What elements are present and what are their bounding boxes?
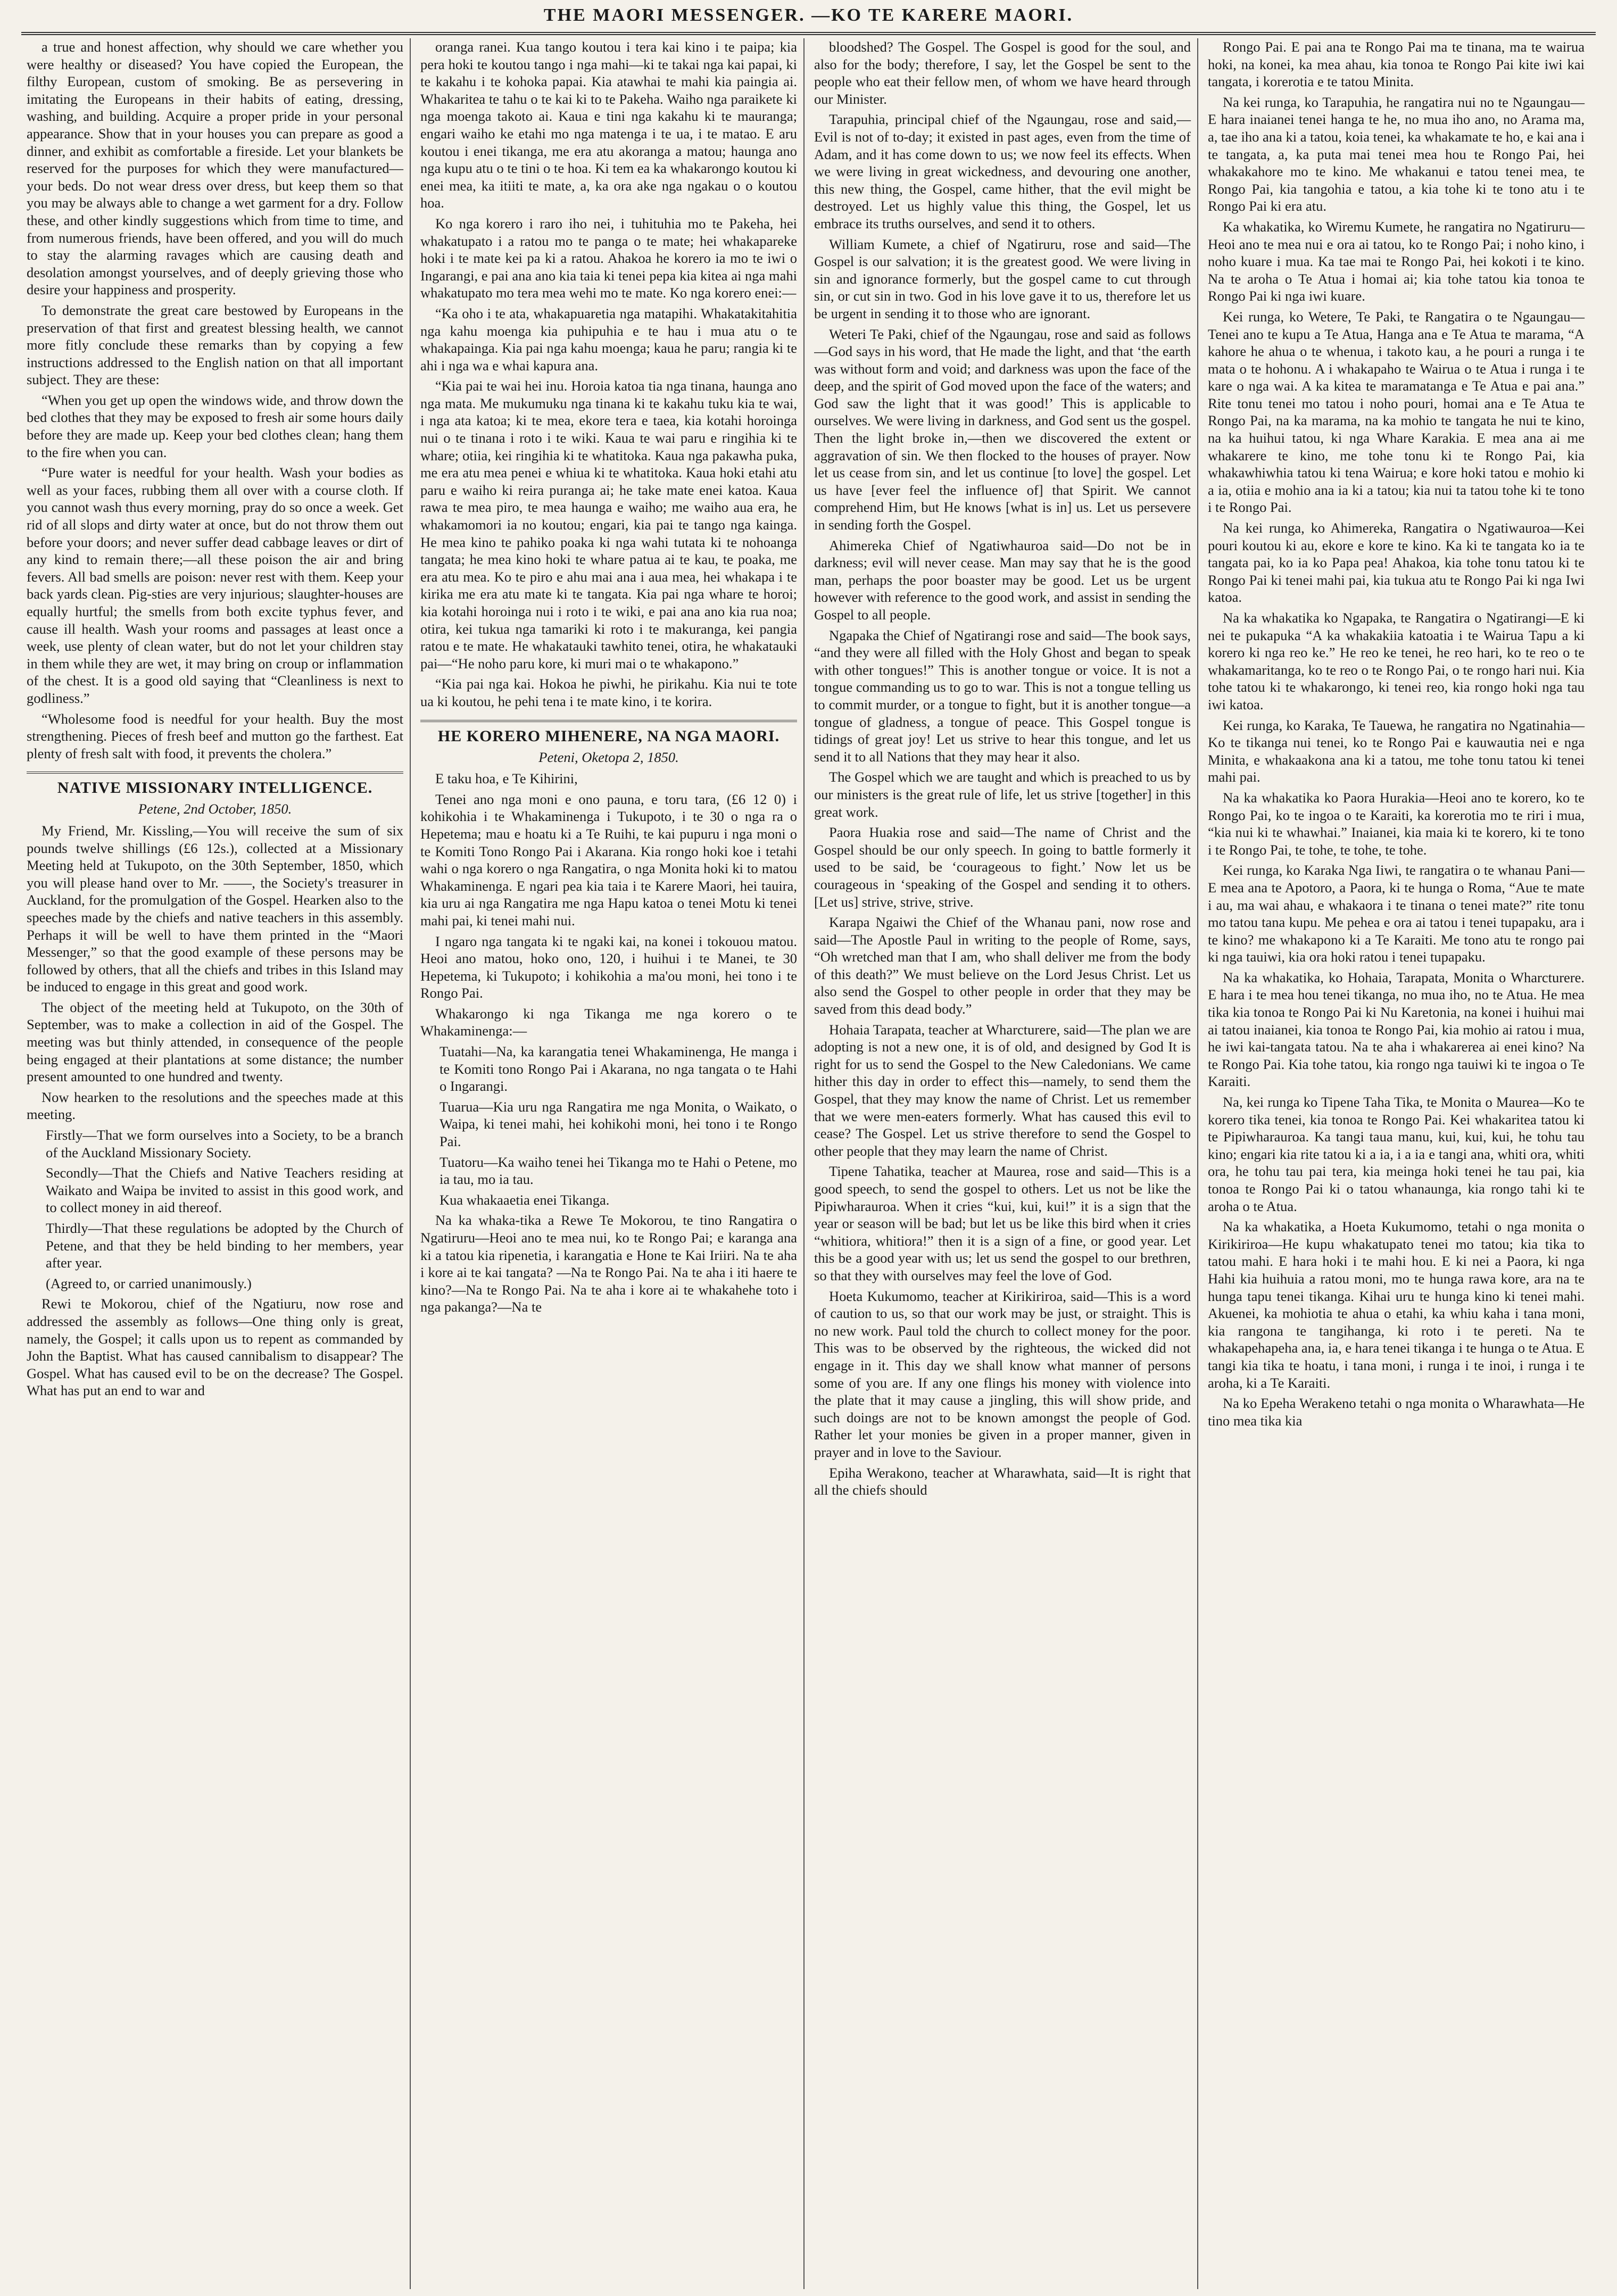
paragraph: Hohaia Tarapata, teacher at Wharcturere, said—The plan we are adopting is not a new one, it is of old, and designed by God It is right for us to send the Gospel to the New Caledonians. We came hither this day in order to effect this—namely, to send them the Gospel, that they may know the name of Christ. Let us remember that we were men-eaters formerly. What has caused this evil to cease? The Gospel. Let us strive therefore to send the Gospel to other people that they may learn the name of Christ.	[814, 1021, 1191, 1159]
paragraph: Tarapuhia, principal chief of the Ngaungau, rose and said,—Evil is not of to-day; it existed in past ages, even from the time of Adam, and it has come down to us; we now feel its effects. When we were living in great wickedness, and devouring one another, this new thing, the Gospel, came hither, that the evil might be destroyed. Let us highly value this thing, the Gospel, let us embrace its truths ourselves, and send it to others.	[814, 111, 1191, 231]
paragraph: Na ka whakatika, ko Hohaia, Tarapata, Monita o Wharcturere. E hara i te mea hou tenei tikanga, no mua iho, no te Atua. He mea tika kia tonoa te Rongo Pai ki Nu Karetonia, na konei i huihui mai ai tatou inaianei, kia tonoa te Rongo Pai, kia mohio ai ratou i mua, he iwi kai-tangata tatou. Na te aha i whakarerea ai enei kino? Na te Rongo Pai. Kia tohe tatou, kia rongo nga tauiwi ki te ingoa o Te Karaiti.	[1208, 969, 1585, 1090]
paragraph: Kei runga, ko Karaka Nga Iiwi, te rangatira o te whanau Pani—E mea ana te Apotoro, a Paora, ki te hunga o Roma, “Aue te mate i au, ma wai ahau, e whakaora i te tinana o tenei mate?” rite tonu mo tatou tana kupu. Me pehea e ora ai tatou i tenei tupapaku, ara i te kino? me whakapono ki a Te Karaiti. Me tono atu te rongo pai ki nga tauiwi, kia ora hoki ratou i tenei tupapaku.	[1208, 862, 1585, 965]
paragraph: “When you get up open the windows wide, and throw down the bed clothes that they may be exposed to fresh air some hours daily before they are made up. Keep your bed clothes clean; hang them to the fire when you can.	[27, 392, 403, 460]
paragraph: bloodshed? The Gospel. The Gospel is good for the soul, and also for the body; therefore, I say, let the Gospel be sent to the people who eat their fellow men, of whom we have heard through our Minister.	[814, 39, 1191, 107]
section-title: NATIVE MISSIONARY INTELLIGENCE.	[27, 772, 403, 797]
tikanga-list	[420, 1043, 797, 1208]
paragraph: Whakarongo ki nga Tikanga me nga korero o te Whakaminenga:—	[420, 1005, 797, 1039]
paragraph: The Gospel which we are taught and which is preached to us by our ministers is the great rule of life, let us strive [together] in this great work.	[814, 769, 1191, 820]
column-3	[814, 38, 1198, 2289]
paragraph: Na ka whaka-tika a Rewe Te Mokorou, te tino Rangatira o Ngatiruru—Heoi ano te mea nui, ko te Rongo Pai; e karanga ana ki a tatou kia ripenetia, i karangatia e Hone te Kai Iriiri. Na te aha i kore ai te kai tangata? —Na te Rongo Pai. Na te aha i iti haere te kino?—Na te Rongo Pai. Na te aha i kore ai te whakahehe toto i nga pakanga?—Na te	[420, 1212, 797, 1315]
tikanga-item: Kua whakaaetia enei Tikanga.	[440, 1191, 610, 1208]
resolutions-list	[27, 1126, 403, 1292]
paragraph: Rewi te Mokorou, chief of the Ngatiuru, now rose and addressed the assembly as follows—One thing only is great, namely, the Gospel; it calls upon us to repent as commanded by John the Baptist. What has caused cannibalism to disappear? The Gospel. What has caused evil to be on the decrease? The Gospel. What has put an end to war and	[27, 1296, 403, 1399]
column-1	[27, 38, 411, 2289]
paragraph: oranga ranei. Kua tango koutou i tera kai kino i te paipa; kia pera hoki te koutou tango i nga mahi—ki te takai nga kai papai, ki te kakahu i te kohoka papai. Kia atawhai te mahi kia paingia ai. Whakaritea te tahu o te kai ki to te Pakeha. Waiho nga paraikete ki nga moenga takoto ai. Kaua e tini nga kakahu ki te mauranga; engari waiho ke etahi mo nga matenga i te ua, i te matao. E aru koutou i enei tikanga, me era atu akoranga a matou; haunga ano nga kupu atu o te tini o te hoa. Ki tem ea ka whakarongo koutou ki enei mea, ka itiiti te mate, a, ka ora ake nga ngakau o o koutou hoa.	[420, 39, 797, 211]
paragraph: Na ka whakatika ko Ngapaka, te Rangatira o Ngatirangi—E ki nei te pukapuka “A ka whakakiia katoatia i te Wairua Tapu a ki korero ki nga reo ke.” He reo ke tenei, he reo hari, ko te reo o te whakamaritanga, ko te reo o te Rongo Pai, o te rongo hari nui. Kia tohe tatou ki te whakarongo, ki tenei reo, kia rongo hoki nga tau iwi katoa.	[1208, 610, 1585, 712]
paragraph: Epiha Werakono, teacher at Wharawhata, said—It is right that all the chiefs should	[814, 1464, 1191, 1498]
paragraph: Kei runga, ko Wetere, Te Paki, te Rangatira o te Ngaungau—Tenei ano te kupu a Te Atua, Hanga ana e Te Atua te marama, “A kahore he ahua o te whenua, i takoto kau, a he pouri a runga i te mata o te hohonu. A i whakapaho te Wairua o te Atua i runga i te kare o nga wai. A ka kitea te maramatanga e Te Atua e pai ana.” Rite tonu tenei mo tatou i noho pouri, homai ana e Te Atua te Rongo Pai, na ka marama, na ka mohio te tangata he nui te kino, na ka huihui tatou, ki nga Whare Karakia. E mea ana ai me whakarere te kino, me tohe tonu ki te Rongo Pai, kia whakawhiwhia tatou ki tena Wairua; e kore hoki tatou e mohio ki a ia, otiia e mohio ana ia ki a tatou; kia nui ta tatou tohe ki te tono i te Rongo Pai.	[1208, 308, 1585, 516]
column-4	[1208, 38, 1591, 2289]
paragraph: I ngaro nga tangata ki te ngaki kai, na konei i tokouou matou. Heoi ano matou, hoko ono, 120, i huihui i te Manei, te 30 Hepetema, ki Tukupoto; i kohikohia a ma'ou moni, hei tono i te Rongo Pai.	[420, 933, 797, 1001]
paragraph: Now hearken to the resolutions and the speeches made at this meeting.	[27, 1089, 403, 1123]
paragraph: Na ka whakatika, a Hoeta Kukumomo, tetahi o nga monita o Kirikiriroa—He kupu whakatupato tenei mo tatou; kia tika to tatou mahi. E hara hoki i te mahi hou. E ki nei a Paora, ki nga Hahi kia huihuia a ratou moni, mo te hunga rawa kore, ara na te hunga tapu tenei tikanga. Kihai uru te hunga kino ki tenei mahi. Akuenei, ka mohiotia te ahua o etahi, ka whiu kaha i tana moni, kia rangona te tangihanga, ki roto i te pereti. Na te whakapehapeha ana, ia, e hara tenei tikanga i te hunga o te Atua. E tangi kia tika te hoatu, i tana moni, i runga i te inoi, i runga i te aroha, ki a Te Karaiti.	[1208, 1219, 1585, 1391]
paragraph: Karapa Ngaiwi the Chief of the Whanau pani, now rose and said—The Apostle Paul in writing to the people of Rome, says, “Oh wretched man that I am, who shall deliver me from the body of this death?” We must believe on the Lord Jesus Christ. Let us also send the Gospel to other people in order that they may be saved from this dead body.”	[814, 914, 1191, 1017]
paragraph: Na kei runga, ko Ahimereka, Rangatira o Ngatiwauroa—Kei pouri koutou ki au, ekore e kore te kino. Ka ki te tangata ko ia te tangata pai, ko ia ko Papa pea! Ahakoa, kia tohe tonu tatou ki te Rongo Pai ki tenei mahi pai, kia tukua atu te Rongo Pai ki nga Iwi katoa.	[1208, 520, 1585, 606]
paragraph: My Friend, Mr. Kissling,—You will receive the sum of six pounds twelve shillings (£6 12s.), collected at a Missionary Meeting held at Tukupoto, on the 30th September, 1850, which you will please hand over to Mr. ——, the Society's treasurer in Auckland, for the promulgation of the Gospel. Hearken also to the speeches made by the chiefs and native teachers in this assembly. Perhaps it will be well to have them printed in the “Maori Messenger,” so that the good example of these persons may be followed by others, that all the chiefs and tribes in this Island may be induced to engage in this great and good work.	[27, 822, 403, 995]
resolution-item: Firstly—That we form ourselves into a Society, to be a branch of the Auckland Missionary Society.	[46, 1127, 403, 1161]
paragraph: Ahimereka Chief of Ngatiwhauroa said—Do not be in darkness; evil will never cease. Man may say that he is the good man, perhaps the poor boaster may be good. Let us be urgent however with reference to the good work, and assist in sending the Gospel to all people.	[814, 537, 1191, 623]
paragraph: The object of the meeting held at Tukupoto, on the 30th of September, was to make a collection in aid of the Gospel. The meeting was but thinly attended, in consequence of the people being engaged at their plantations at some distance; the number present amounted to one hundred and twenty.	[27, 999, 403, 1085]
resolution-item: (Agreed to, or carried unanimously.)	[46, 1275, 252, 1291]
section-date: Peteni, Oketopa 2, 1850.	[538, 749, 679, 765]
paragraph: Na ko Epeha Werakeno tetahi o nga monita o Wharawhata—He tino mea tika kia	[1208, 1395, 1585, 1429]
masthead: THE MAORI MESSENGER. —KO TE KARERE MAORI.	[21, 5, 1596, 35]
paragraph: “Kia pai nga kai. Hokoa he piwhi, he pirikahu. Kia nui te tote ua ki koutou, he pehi tena i te mate kino, i te korira.	[420, 676, 797, 709]
paragraph: E taku hoa, e Te Kihirini,	[435, 770, 578, 787]
paragraph: Paora Huakia rose and said—The name of Christ and the Gospel should be our only speech. In going to battle formerly it used to be said, be ‘courageous to fight.’ Now let us be courageous in ‘speaking of the Gospel and sending it to others. [Let us] strive, strive, strive.	[814, 824, 1191, 910]
tikanga-item: Tuatahi—Na, ka karangatia tenei Whakaminenga, He manga i te Komiti tono Rongo Pai i Akarana, no nga tangata o te Hahi o Ingarangi.	[440, 1043, 797, 1095]
paragraph: Tipene Tahatika, teacher at Maurea, rose and said—This is a good speech, to send the gospel to others. Let us not be like the Pipiwharauroa. When it cries “kui, kui, kui!” it is a sign that the year or season will be bad; but let us be like this bird when it cries “whitiora, whitiora!” then it is a sign of a fine, or good year. Let this be a good year with us; let us send the gospel to our brethren, so that they with ourselves may feel the love of God.	[814, 1163, 1191, 1283]
paragraph: Ko nga korero i raro iho nei, i tuhituhia mo te Pakeha, hei whakatupato i a ratou mo te panga o te mate; hei whakapareke hoki i te mate kei pa ki a ratou. Ahakoa he korero ia mo te iwi o Ingarangi, e pai ana ano kia taia ki tenei pepa kia kitea ai nga mahi whakatupato mo tera mea wehi mo te mate. Ko nga korero enei:—	[420, 215, 797, 301]
paragraph: Na ka whakatika ko Paora Hurakia—Heoi ano te korero, ko te Rongo Pai, ko te ingoa o te Karaiti, ka korerotia mo te riri i mua, “kia nui ki te whawhai.” Inaianei, kia maia ki te korero, ki te tono i te Rongo Pai, te tohe, te tohe, te tohe.	[1208, 789, 1585, 858]
tikanga-item: Tuatoru—Ka waiho tenei hei Tikanga mo te Hahi o Petene, mo ia tau, mo ia tau.	[440, 1154, 797, 1188]
paragraph: Ngapaka the Chief of Ngatirangi rose and said—The book says, “and they were all filled with the Holy Ghost and began to speak with other tongues!” This is another tongue or voice. It is not a tongue commanding us to go to war. This is not a tongue telling us to commit murder, or a tongue to fight, but it is another tongue—a tongue of gladness, a tongue of peace. This Gospel tongue is tidings of great joy! Let us strive to hear this tongue, and let us send it to all Nations that they may hear it also.	[814, 627, 1191, 765]
column-2	[420, 38, 805, 2289]
tikanga-item: Tuarua—Kia uru nga Rangatira me nga Monita, o Waikato, o Waipa, ki tenei mahi, hei kohikohi moni, hei tono i te Rongo Pai.	[440, 1098, 797, 1150]
paragraph: “Kia pai te wai hei inu. Horoia katoa tia nga tinana, haunga ano nga mata. Me mukumuku nga tinana ki te kakahu tuku kia te wai, i nga ata katoa; ki te mea, ekore tera e taea, kia kotahi horoinga nui o te tinana i roto i te wiki. Kaua te wai paru e ringihia ki te whare; otiia, kei ringihia ki te whatitoka. Kaua nga pakawha puka, me era atu mea penei e whiua ki te whatitoka. Kaua hoki etahi atu paru e waiho ki reira puranga ai; he take mate enei katoa. Kaua rawa te mea piro, te mea haunga e waiho; me waiho aua era, he whakamomori ia no koutou; engari, kia pai te tango nga kainga. He mea kino te pahiko poaka ki nga wahi tutata ki te nohoanga tangata; he mea kino hoki te whare patua ai te kau, te poaka, me era atu mea. Ko te piro e ahu mai ana i aua mea, hei whakapa i te kirika me era atu mate ki te tangata. Kia pai nga whare te horoi; kia kotahi horoinga nui i roto i te wiki, e pai ana ano kia rua noa; otira, kei tukua nga tamariki ki roto i te makuranga, kei pangia ratou e te mate. He whakatauki tawhito tenei, otira, he whakatauki pai—“He noho paru kore, ki muri mai o te whakapono.”	[420, 378, 797, 672]
newspaper-columns	[27, 38, 1591, 2289]
paragraph: Kei runga, ko Karaka, Te Tauewa, he rangatira no Ngatinahia—Ko te tikanga nui tenei, ko te Rongo Pai e kauwautia nei e nga Minita, e whakaakona ana ki a tatou, me tohe tonu tatou ki tenei mahi pai.	[1208, 717, 1585, 785]
paragraph: “Wholesome food is needful for your health. Buy the most strengthening. Pieces of fresh beef and mutton go the farthest. Eat plenty of fresh salt with food, it prevents the cholera.”	[27, 710, 403, 761]
paragraph: Na, kei runga ko Tipene Taha Tika, te Monita o Maurea—Ko te korero tika tenei, kia tonoa te Rongo Pai. Kei whakaritea tatou ki te Pipiwharauroa. Ka tangi taua manu, kui, kui, kui, he tohu tau kino; engari kia rite tatou ki a ia, i a ia e tangi ana, whiti ora, whiti ora, he tohu tau pai tera, kia meinga hoki tenei he tau pai, kia tonoa te Rongo Pai ki o tatou whanaunga, kia rongo tahi ki te aroha o te Atua.	[1208, 1094, 1585, 1214]
resolution-item: Secondly—That the Chiefs and Native Teachers residing at Waikato and Waipa be invited to assist in this good work, and to collect money in aid thereof.	[46, 1165, 403, 1216]
col1-body	[27, 38, 403, 762]
paragraph: Weteri Te Paki, chief of the Ngaungau, rose and said as follows—God says in his word, that He made the light, and that ‘the earth was without form and void; and darkness was upon the face of the deep, and the spirit of God moved upon the face of the waters; and God saw the light that it was good!’ This is applicable to ourselves. We were living in darkness, and God sent us the gospel. Then the light broke in,—then we discovered the extent or aggravation of sin. We then flocked to the houses of prayer. Now let us cease from sin, and let us continue [to love] the gospel. Let us have [ever feel the influence of] that Spirit. We cannot comprehend Him, but He knows [what is in] us. Let us persevere in sending forth the Gospel.	[814, 326, 1191, 533]
paragraph: “Pure water is needful for your health. Wash your bodies as well as your faces, rubbing them all over with a course cloth. If you cannot wash thus every morning, pray do so once a week. Get rid of all slops and dirty water at once, but do not throw them out before your doors; and never suffer dead cabbage leaves or dirt of any kind to remain there;—all these poison the air and bring fevers. All bad smells are poison: never rest with them. Keep your back yards clean. Pig-sties are very injurious; slaughter-houses are equally hurtful; the smells from both excite typhus fever, and cause ill health. Wash your rooms and passages at least once a week, use plenty of clean water, but do not let your children stay in them while they are wet, it may bring on croup or inflammation of the chest. It is a good old saying that “Cleanliness is next to godliness.”	[27, 465, 403, 706]
paragraph: Tenei ano nga moni e ono pauna, e toru tara, (£6 12 0) i kohikohia i te Whakaminenga i Tukupoto, i te 30 o nga ra o Hepetema; mau e hoatu ki a Te Ruihi, te kai pupuru i nga moni o te Komiti Tono Rongo Pai i Akarana. Kia rongo hoki koe i tetahi wahi o nga korero o nga Rangatira, o nga Monita hoki ki to matou Whakaminenga. E ngari pea kia taia i te Karere Maori, hei tauira, kia uru ai nga Rangatira me nga Hapu katoa o tenei Motu ki tenei mahi pai, ki tenei mahi nui.	[420, 791, 797, 929]
paragraph: Ka whakatika, ko Wiremu Kumete, he rangatira no Ngatiruru—Heoi ano te mea nui e ora ai tatou, ko te Rongo Pai; i noho kino, i noho kuare i mua. Ka tae mai te Rongo Pai, hei kokoti i te kino. Na te aroha o Te Atua i homai ai; kia tohe tatou kia tonoa te Rongo Pai ki nga iwi kuare.	[1208, 218, 1585, 304]
paragraph: Rongo Pai. E pai ana te Rongo Pai ma te tinana, ma te wairua hoki, na konei, ka mea ahau, kia tonoa te Rongo Pai kite iwi kai tangata, i korerotia e te tatou Minita.	[1208, 39, 1585, 90]
paragraph: Na kei runga, ko Tarapuhia, he rangatira nui no te Ngaungau—E hara inaianei tenei hanga te he, no mua iho ano, no Arama ma, a, tae iho ana ki a tatou, koia tenei, ka whakamate te ho, e kai ana i te tangata, a, ka puta mai tenei mea hou te Rongo Pai, hei whakakahore mo te kino. Me whakanui e tatou tenei mea, te Rongo Pai, kia tangohia e tatou, a kia tohe ki te tono atu i te Rongo Pai ki era atu.	[1208, 94, 1585, 214]
paragraph: To demonstrate the great care bestowed by Europeans in the preservation of that first and greatest blessing health, we cannot more fitly conclude these remarks than by copying a few instructions addressed to the English nation on that all important subject. They are these:	[27, 302, 403, 388]
paragraph: “Ka oho i te ata, whakapuaretia nga matapihi. Whakatakitahitia nga kahu moenga kia puhipuhia e te hau i mua atu o te whakapainga. Kia pai nga kahu moenga; kaua he paru; rangia ki te ahi i nga wa e whai kapura ana.	[420, 305, 797, 374]
section-title: HE KORERO MIHENERE, NA NGA MAORI.	[420, 720, 797, 745]
paragraph: Hoeta Kukumomo, teacher at Kirikiriroa, said—This is a word of caution to us, so that our work may be just, or straight. This is no new work. Paul told the church to collect money for the poor. This was to be observed by the righteous, the wicked did not engage in it. This day we shall know what manner of persons some of you are. If any one flings his money with violence into the plate that it may cause a jingling, this will show pride, and such doings are not to be known amongst the people of God. Rather let your monies be given in a proper manner, given in prayer and in love to the Saviour.	[814, 1288, 1191, 1460]
paragraph: William Kumete, a chief of Ngatiruru, rose and said—The Gospel is our salvation; it is the greatest good. We were living in sin and ignorance formerly, but the gospel came to cut through sin, or cut sin in two. God in his love gave it to us, therefore let us be urgent in sending it to those who are ignorant.	[814, 236, 1191, 321]
paragraph: a true and honest affection, why should we care whether you were healthy or diseased? You have copied the European, the filthy European, custom of smoking. Be as persevering in imitating the Europeans in their habits of eating, dressing, washing, and building. Acquire a proper pride in your personal appearance. Show that in your houses you can prepare as good a dinner, and exhibit as comfortable a fireside. Let your blankets be reserved for the purposes for which they were manufactured—your beds. Do not wear dress over dress, but keep them so that you may be always able to change a wet garment for a dry. Follow these, and other kindly suggestions which from time to time, and from numerous friends, have been offered, and you will do much to stay the alarming ravages which are causing death and desolation amongst yourselves, and of deeply grieving those who desire your happiness and prosperity.	[27, 39, 403, 298]
resolution-item: Thirdly—That these regulations be adopted by the Church of Petene, and that they be held binding to her members, year after year.	[46, 1220, 403, 1271]
section-date: Petene, 2nd October, 1850.	[138, 801, 292, 817]
